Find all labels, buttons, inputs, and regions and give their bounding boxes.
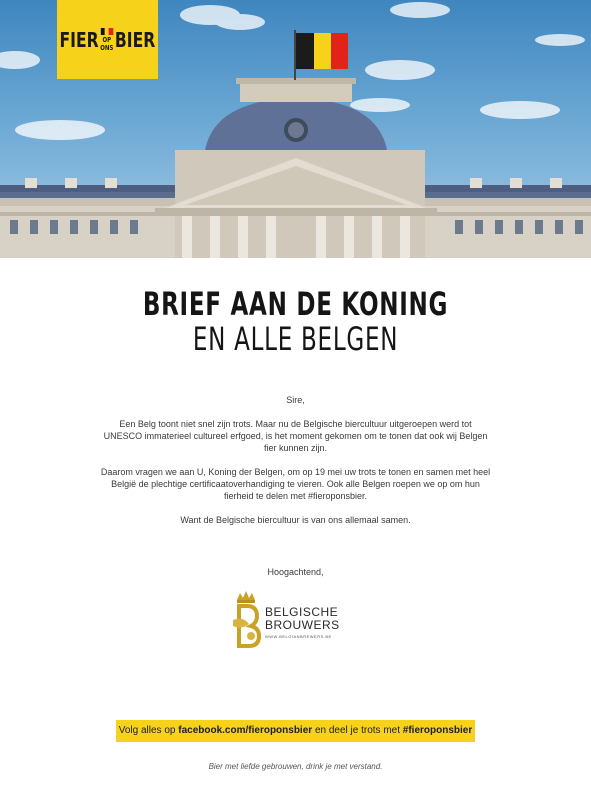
brewers-name bbox=[265, 606, 340, 632]
fier-op-ons-bier-logo[interactable] bbox=[57, 0, 158, 79]
follow-middle: en deel je trots met bbox=[312, 725, 403, 736]
page-title bbox=[0, 286, 591, 356]
logo-wordmark bbox=[60, 28, 156, 52]
belgische-brouwers-logo[interactable] bbox=[229, 590, 369, 650]
footer-tagline: Bier met liefde gebrouwen, drink je met verstand. bbox=[208, 762, 383, 771]
letter-paragraph-1: Een Belg toont niet snel zijn trots. Maar nu de Belgische biercultuur uitgeroepen werd tot UNESCO immaterieel cultureel erfgoed, is het moment gekomen om te tonen dat ook wij Belgen fier kunnen zijn. bbox=[103, 419, 488, 453]
belgian-flag-icon bbox=[101, 28, 113, 35]
hashtag-link[interactable]: #fieroponsbier bbox=[402, 725, 473, 736]
brewers-url[interactable]: WWW.BELGIANBREWERS.BE bbox=[265, 634, 332, 639]
letter-body bbox=[100, 394, 491, 538]
logo-word-bier: BIER bbox=[115, 27, 156, 52]
follow-prefix: Volg alles op bbox=[118, 725, 179, 736]
brewers-name-line-2: BROUWERS bbox=[265, 618, 340, 632]
letter-closing: Hoogachtend, bbox=[267, 567, 324, 577]
logo-middle bbox=[100, 28, 113, 52]
letter-paragraph-3: Want de Belgische biercultuur is van ons allemaal samen. bbox=[180, 515, 411, 525]
brewers-crest-icon bbox=[229, 590, 263, 650]
salutation: Sire, bbox=[286, 395, 305, 405]
logo-small-ons: ONS bbox=[100, 43, 114, 52]
title-line-2: EN ALLE BELGEN bbox=[192, 320, 399, 358]
logo-small-op: OP bbox=[102, 35, 112, 44]
facebook-link[interactable]: facebook.com/fieroponsbier bbox=[178, 725, 313, 736]
title-line-1: BRIEF AAN DE KONING bbox=[142, 285, 449, 323]
brewers-name-line-1: BELGISCHE bbox=[265, 605, 339, 619]
logo-word-fier: FIER bbox=[59, 27, 99, 52]
follow-banner bbox=[116, 720, 475, 742]
letter-paragraph-2: Daarom vragen we aan U, Koning der Belgen, om op 19 mei uw trots te tonen en samen met heel België de plechtige certificaatoverhandiging te vieren. Ook alle Belgen roepen we op om hun fierheid te delen met #fieroponsbier. bbox=[100, 467, 491, 501]
